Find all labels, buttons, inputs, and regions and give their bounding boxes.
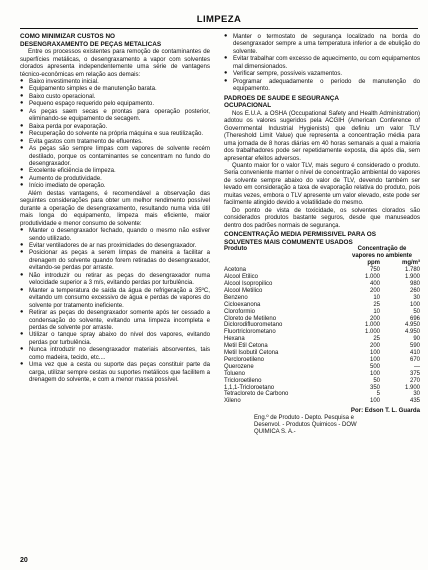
table-cell-mg: 1.900 bbox=[404, 384, 420, 391]
table-row bbox=[224, 398, 420, 405]
table-cell-ppm: 5 bbox=[376, 391, 380, 398]
table-cell-ppm: 400 bbox=[369, 280, 380, 287]
list-item: ● Pequeno espaço requerido pelo equipamento. bbox=[20, 100, 210, 107]
section-paragraph-3: Do ponto de vista de toxicidade, os solventes clorados são considerados produtos bastante seguros, desde que manuseados dentro dos padrões normais de segurança. bbox=[224, 206, 420, 229]
table-cell-produto: Xileno bbox=[224, 398, 241, 405]
section-paragraph-2: Quanto maior for o valor TLV, mais seguro é considerado o produto. Seria conveniente manter o nível de concentração ambiental do vapores de solvente sempre abaixo do valor de TLV, devendo também ser levado em consideração a taxa de evaporação relativa do produto, pois muitas vezes, embora o TLV apresente um valor elevado, este pode ser facilmente atingido devido a volatilidade do mesmo. bbox=[224, 161, 420, 207]
table-cell-ppm: 1.000 bbox=[364, 322, 380, 329]
table-cell-mg: 4.950 bbox=[404, 322, 420, 329]
table-cell-produto: Cloroformio bbox=[224, 308, 256, 315]
middle-paragraph: Além destas vantagens, é recomendável a observação das seguintes considerações para obter um melhor rendimento possível durante a operação de desengraxamento, resultando numa vida útil mais longa do equipamento, limpeza mais eficiente, maior produtividade e menor consumo de solvente: bbox=[20, 189, 210, 227]
table-cell-produto: Benzeno bbox=[224, 294, 248, 301]
table-cell-ppm: 1.000 bbox=[364, 274, 380, 281]
list-item: ● Posicionar as peças a serem limpas de maneira a facilitar a drenagem do solvente quando forem retiradas do desengraxador, evitando-se perdas por arraste. bbox=[20, 249, 210, 271]
table-cell-mg: — bbox=[414, 363, 420, 370]
header-concentracao-line2: vapores no ambiente bbox=[351, 253, 413, 260]
table-row bbox=[224, 378, 420, 385]
header-ppm: ppm bbox=[367, 260, 380, 267]
table-cell-ppm: 100 bbox=[369, 356, 380, 363]
list-item: ● Programar adequadamente o período de manutenção do equipamento. bbox=[224, 78, 420, 93]
table-cell-mg: 1.780 bbox=[404, 267, 420, 274]
list-item: ● As peças saem secas e prontas para operação posterior, eliminando-se equipamento de secagem. bbox=[20, 108, 210, 123]
table-row bbox=[224, 391, 420, 398]
table-row bbox=[224, 364, 420, 371]
header-mgm3: mg/m³ bbox=[402, 260, 420, 267]
table-title-line1: CONCENTRAÇÃO MEDIA PERMISSIVEL PARA OS bbox=[224, 231, 376, 239]
table-cell-ppm: 100 bbox=[369, 350, 380, 357]
list-item: ● Manter a temperatura de saída da água de refrigeração a 35ºC, evitando um consumo excessivo de água e perdas de vapores do solvente por tratamento ineficiente. bbox=[20, 287, 210, 309]
table-cell-produto: Percloroetileno bbox=[224, 356, 265, 363]
list-item: ● Nunca introduzir no desengraxador materiais absorventes, tais como madeira, tecido, etc.... bbox=[20, 346, 210, 361]
table-cell-mg: 1.900 bbox=[404, 274, 420, 281]
table-cell-ppm: 200 bbox=[369, 343, 380, 350]
author-credit: Por: Edson T. L. Guarda bbox=[350, 407, 420, 415]
table-cell-mg: 90 bbox=[413, 336, 420, 343]
table-row bbox=[224, 316, 420, 323]
solvents-table bbox=[224, 246, 420, 405]
list-item: ● Aumento de produtividade. bbox=[20, 175, 210, 182]
table-row bbox=[224, 302, 420, 309]
table-cell-mg: 410 bbox=[409, 350, 420, 357]
table-cell-mg: 590 bbox=[409, 343, 420, 350]
list-item: ● Manter o desengraxador fechado, quando o mesmo não estiver sendo utilizado. bbox=[20, 227, 210, 242]
table-cell-ppm: 500 bbox=[369, 363, 380, 370]
table-cell-mg: 4.950 bbox=[404, 329, 420, 336]
header-produto: Produto bbox=[224, 246, 247, 253]
page-number: 20 bbox=[20, 557, 28, 564]
table-cell-mg: 375 bbox=[409, 370, 420, 377]
table-cell-ppm: 350 bbox=[369, 384, 380, 391]
section-paragraph-1: Nos E.U.A. a OSHA (Occupational Safety and Health Administration) adotou os valores sugeridos pela ACGIH (American Conference of Governmental Industrial Hygienists) que definiu um valor TLV (Thereshold Limit Value) que representa a concentração média para uma jornada de 8 horas diárias em 40 horas semanais a qual a maioria dos trabalhadores pode ser repetidamente exposta, dia após dia, sem apresentar efeitos adversos. bbox=[224, 109, 420, 162]
table-cell-mg: 30 bbox=[413, 391, 420, 398]
table-cell-produto: Acetona bbox=[224, 267, 247, 274]
table-cell-produto: Tolueno bbox=[224, 370, 246, 377]
table-body bbox=[224, 267, 420, 405]
table-cell-ppm: 100 bbox=[369, 370, 380, 377]
table-row bbox=[224, 350, 420, 357]
table-cell-produto: Cicloexanona bbox=[224, 301, 261, 308]
table-row bbox=[224, 288, 420, 295]
table-cell-produto: Fluortriclorometano bbox=[224, 329, 276, 336]
list-item: ● Recuperação do solvente na própria máquina e sua reutilização. bbox=[20, 130, 210, 137]
page-header bbox=[20, 14, 418, 29]
table-cell-ppm: 1.000 bbox=[364, 329, 380, 336]
table-cell-mg: 696 bbox=[409, 315, 420, 322]
table-cell-produto: Diclorodifluorometano bbox=[224, 322, 283, 329]
author-company: QUIMICA S. A.- bbox=[254, 429, 296, 436]
intro-paragraph: Entre os processos existentes para remoção de contaminantes de superfícies metálicas, o desengraxamento a vapor com solventes clorados apresenta independentemente uma série de vantagens técnico-econômicas em relação aos demais: bbox=[20, 48, 210, 78]
list-item: ● Excelente eficiência de limpeza. bbox=[20, 167, 210, 174]
table-row bbox=[224, 274, 420, 281]
table-cell-ppm: 10 bbox=[373, 308, 380, 315]
advantages-list bbox=[20, 78, 210, 190]
table-cell-ppm: 25 bbox=[373, 336, 380, 343]
table-cell-produto: Metil Isobutil Cetona bbox=[224, 350, 279, 357]
table-cell-ppm: 10 bbox=[373, 294, 380, 301]
table-cell-mg: 30 bbox=[413, 294, 420, 301]
list-item: ● As peças são sempre limpas com vapores de solvente recém destilado, porque os contaminantes se concentram no fundo do desengraxador. bbox=[20, 145, 210, 167]
header-title: LIMPEZA bbox=[196, 14, 242, 25]
table-cell-produto: Cloreto de Metileno bbox=[224, 315, 277, 322]
table-cell-produto: Tetracloreto de Carbono bbox=[224, 391, 289, 398]
list-item: ● Não introduzir ou retirar as peças do desengraxador numa velocidade superior a 3 m/s, evitando perdas por turbulência. bbox=[20, 272, 210, 287]
table-cell-ppm: 750 bbox=[369, 267, 380, 274]
table-cell-ppm: 50 bbox=[373, 377, 380, 384]
table-cell-ppm: 200 bbox=[369, 287, 380, 294]
table-cell-mg: 980 bbox=[409, 280, 420, 287]
left-column bbox=[20, 33, 210, 384]
article-title-line1: COMO MINIMIZAR CUSTOS NO bbox=[20, 33, 116, 40]
table-title-line2: SOLVENTES MAIS COMUMENTE USADOS bbox=[224, 238, 353, 246]
right-column bbox=[224, 33, 420, 436]
list-item: ● Baixa perda por evaporação. bbox=[20, 123, 210, 130]
list-item: ● Retirar as peças do desengraxador somente após ter cessado a condensação do solvente, evitando uma limpeza incompleta e perdas de solvente por arraste. bbox=[20, 309, 210, 331]
section-title-line2: OCUPACIONAL bbox=[224, 102, 272, 110]
table-header-row bbox=[224, 253, 420, 260]
table-cell-produto: Querozene bbox=[224, 363, 254, 370]
list-item: ● Utilizar o tanque spray abaixo do nível dos vapores, evitando perdas por turbulência. bbox=[20, 331, 210, 346]
table-cell-produto: Tricloroetileno bbox=[224, 377, 262, 384]
table-cell-mg: 270 bbox=[409, 377, 420, 384]
table-cell-mg: 260 bbox=[409, 287, 420, 294]
header-concentracao-line1: Concentração de bbox=[357, 246, 407, 253]
list-item: ● Manter o termostato de segurança localizado na borda do desengraxador sempre a uma temperatura inferior a de ebulição do solvente. bbox=[224, 33, 420, 55]
table-cell-produto: Alcool Isopropilico bbox=[224, 280, 273, 287]
table-row bbox=[224, 295, 420, 302]
table-row bbox=[224, 336, 420, 343]
list-item: ● Evitar trabalhar com excesso de aquecimento, ou com equipamentos mal dimensionados. bbox=[224, 55, 420, 70]
header-concentracao bbox=[344, 246, 420, 253]
table-row bbox=[224, 267, 420, 274]
table-row bbox=[224, 329, 420, 336]
table-row bbox=[224, 357, 420, 364]
table-cell-mg: 670 bbox=[409, 356, 420, 363]
list-item: ● Baixo investimento inicial. bbox=[20, 78, 210, 85]
table-cell-mg: 435 bbox=[409, 398, 420, 405]
author-role: Eng.º de Produto - Depto. Pesquisa e bbox=[254, 414, 354, 421]
table-cell-ppm: 25 bbox=[373, 301, 380, 308]
list-item: ● Evitar ventiladores de ar nas proximidades do desengraxador. bbox=[20, 242, 210, 249]
table-cell-produto: Alcool Metilico bbox=[224, 287, 263, 294]
table-row bbox=[224, 385, 420, 392]
continued-list bbox=[224, 33, 420, 93]
table-cell-produto: Alcool Etilico bbox=[224, 274, 259, 281]
table-cell-ppm: 100 bbox=[369, 398, 380, 405]
table-header-row bbox=[224, 260, 420, 267]
table-cell-mg: 100 bbox=[409, 301, 420, 308]
section-title-line1: PADROES DE SAUDE E SEGURANÇA bbox=[224, 94, 339, 102]
article-title-line2: DESENGRAXAMENTO DE PEÇAS METALICAS bbox=[20, 40, 162, 48]
table-row bbox=[224, 309, 420, 316]
table-cell-mg: 50 bbox=[413, 308, 420, 315]
list-item: ● Verificar sempre, possíveis vazamentos. bbox=[224, 70, 420, 77]
table-cell-produto: 1,1,1-Tricloroetano bbox=[224, 384, 275, 391]
table-row bbox=[224, 343, 420, 350]
list-item: ● Equipamento simples e de manutenção barata. bbox=[20, 85, 210, 92]
table-row bbox=[224, 371, 420, 378]
table-header-row bbox=[224, 246, 420, 253]
table-row bbox=[224, 322, 420, 329]
list-item: ● Início imediato de operação. bbox=[20, 182, 210, 189]
table-cell-ppm: 200 bbox=[369, 315, 380, 322]
list-item: ● Evita gastos com tratamento de efluentes. bbox=[20, 138, 210, 145]
table-cell-produto: Metil Etil Cetona bbox=[224, 343, 268, 350]
list-item: ● Uma vez que a cesta ou suporte das peças constituir parte da carga, utilizar sempre cestas ou suportes metálicos que facilitem a drenagem do solvente, e com a menor massa possível. bbox=[20, 361, 210, 383]
list-item: ● Baixo custo operacional. bbox=[20, 93, 210, 100]
recommendations-list bbox=[20, 227, 210, 384]
table-row bbox=[224, 281, 420, 288]
author-department: Desenvol. - Produtos Quimicos - DOW bbox=[254, 421, 357, 428]
table-cell-produto: Hexana bbox=[224, 336, 245, 343]
